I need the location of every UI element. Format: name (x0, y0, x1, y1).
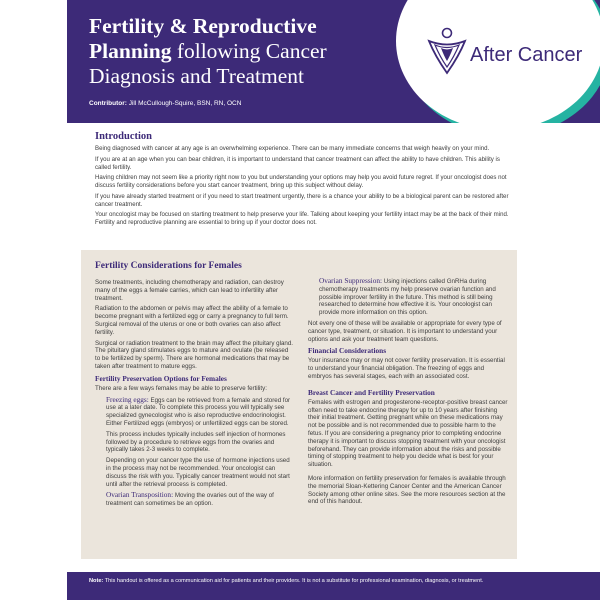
title-bold-line-2: Planning (89, 39, 172, 63)
preservation-intro: There are a few ways females may be able to preserve fertility: (95, 384, 267, 392)
ovarian-suppression-text: Using injections called GnRHa during chemotherapy treatments my help preserve ovarian function and possible improver fertility in the future. This method is still being researched to determine how effective it is. Your oncologist can provide more information on this option. (319, 278, 496, 317)
freezing-eggs-lead: Freezing eggs: (106, 394, 149, 404)
logo-text: After Cancer (470, 44, 583, 66)
females-paragraph: Radiation to the abdomen or pelvis may affect the ability of a female to become pregnant with a fertilized egg or carry a pregnancy to full term. Surgical removal of the uterus or one or both ovaries can also affect fertility. (95, 305, 289, 336)
footer-banner (67, 572, 600, 600)
more-info-text: More information on fertility preservation for females is available through the memorial Sloan-Kettering Cancer Center and the American Cancer Society among other online sites. See the more resources section at the end of this handout. (308, 474, 506, 506)
ovarian-suppression-lead: Ovarian Suppression: (319, 276, 383, 285)
introduction-heading: Introduction (95, 131, 152, 142)
ovarian-transposition-lead: Ovarian Transposition: (106, 490, 174, 500)
financial-heading: Financial Considerations (308, 346, 387, 356)
contributor-name: Jill McCullough-Squire, BSN, RN, OCN (126, 100, 242, 107)
breast-cancer-text: Females with estrogen and progesterone-receptor-positive breast cancer often need to take endocrine therapy for up to 10 years after finishing their initial treatment. Getting pregnant while on these medications may not be possible and is not recommended due to possible harm to the fetus. If you are considering a pregnancy prior to completing endocrine therapy it is important to discuss stopping treatment with your oncologist beforehand. They can provide information about the risks and possible timing of stopping treatment to help you decide what is best for your situation. (308, 398, 508, 469)
box-left-column (95, 261, 295, 511)
preservation-heading: Fertility Preservation Options for Females (95, 373, 227, 383)
page-title (89, 14, 389, 89)
ribbon-heart-logo-icon (425, 26, 469, 78)
freezing-eggs-text: Eggs can be retrieved from a female and stored for use at a later date. To complete this process you will typically see specialized gynecologist who is also reproductive endocrinologist. Either Fertilized eggs (embryos) or unfertilized eggs can be stored. (106, 396, 291, 427)
options-note: Not every one of these will be available or appropriate for every type of cancer type, treatment, or situation. It is important to understand your options and ask your treatment team questions. (308, 319, 502, 343)
box-right-column (308, 277, 508, 509)
breast-cancer-heading: Breast Cancer and Fertility Preservation (308, 387, 435, 397)
title-line-3: Diagnosis and Treatment (89, 64, 304, 88)
footer-note-label: Note: (89, 578, 104, 584)
females-heading: Fertility Considerations for Females (95, 261, 242, 271)
freezing-eggs-risk: Depending on your cancer type the use of hormone injections used in the process may not be recommended. Your oncologist can discuss the risk with you. Typically cancer treatment would not start until after the retrieval process is completed. (106, 457, 290, 488)
contributor-line (89, 100, 241, 107)
females-info-box (81, 250, 517, 559)
intro-paragraph: If you have already started treatment or if you need to start treatment urgently, there is a chance your ability to be a biological parent can be restored after cancer treatment. (95, 192, 509, 208)
ovarian-suppression-paragraph (319, 277, 508, 317)
intro-paragraph: If you are at an age when you can bear children, it is important to understand that cancer treatment can affect the ability to have children. This ability is called fertility. (95, 155, 500, 171)
introduction-section (95, 131, 515, 230)
ovarian-transposition-paragraph (106, 491, 295, 508)
intro-paragraph: Your oncologist may be focused on starting treatment to help preserve your life. Talking about keeping your fertility intact may be at the back of their mind. Fertility and reproductive planning are essential to bring up if your doctor does not. (95, 211, 509, 226)
intro-paragraph: Having children may not seem like a priority right now to you but understanding your options may help you avoid future regret. If your oncologist does not discuss fertility considerations before you start cancer treatment, bring up this subject without delay. (95, 174, 507, 189)
footer-note (89, 578, 483, 584)
intro-paragraph: Being diagnosed with cancer at any age is an overwhelming experience. There can be many immediate concerns that weigh heavily on your mind. (95, 145, 490, 152)
contributor-label: Contributor: (89, 100, 127, 107)
females-paragraph: Some treatments, including chemotherapy and radiation, can destroy many of the eggs a female carries, which can lead to infertility after treatment. (95, 279, 284, 302)
ovarian-transposition-text: Moving the ovaries out of the way of treatment can sometimes be an option. (106, 492, 274, 508)
title-line-2-rest: following Cancer (171, 39, 327, 63)
females-paragraph: Surgical or radiation treatment to the brain may affect the pituitary gland. The pituitary gland stimulates eggs to mature and ovulate (be released to be fertilized by sperm). There are hormonal medications that may be taken after treatment to mature eggs. (95, 339, 293, 370)
title-bold-line-1: Fertility & Reproductive (89, 14, 317, 38)
footer-note-text: This handout is offered as a communication aid for patients and their providers. It is not a substitute for professional examination, diagnosis, or treatment. (103, 578, 484, 584)
freezing-eggs-process: This process includes typically includes self injection of hormones followed by a procedure to retrieve eggs from the ovaries and typically takes 2-3 weeks to complete. (106, 430, 286, 454)
financial-text: Your insurance may or may not cover fertility preservation. It is essential to understand your financial obligation. The freezing of eggs and embryos has several stages, each with an associated cost. (308, 357, 505, 380)
freezing-eggs-paragraph (106, 396, 295, 428)
header-banner (67, 0, 600, 123)
